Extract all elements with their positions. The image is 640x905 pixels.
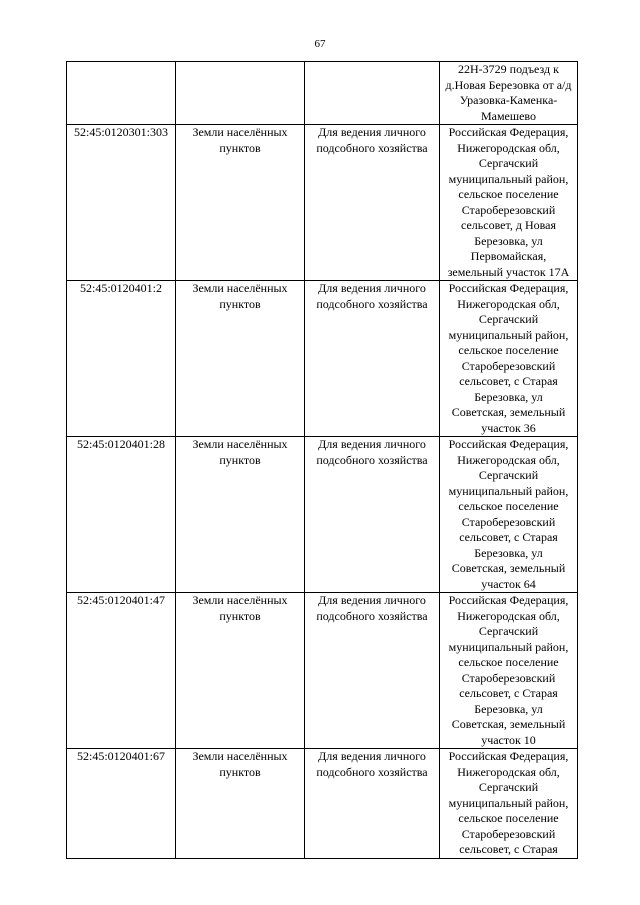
address-line: Староберезовский — [461, 826, 556, 841]
address-line: сельсовет, с Старая — [459, 374, 558, 388]
address-line: муниципальный район, — [448, 795, 569, 810]
address-line: Российская Федерация, — [448, 437, 569, 451]
address-cell — [440, 593, 578, 749]
address-line: Нижегородская обл, — [457, 140, 560, 155]
table-row — [67, 62, 578, 125]
address-line: Нижегородская обл, — [457, 608, 560, 623]
address-line: муниципальный район, — [448, 171, 569, 186]
address-line: Сергачский — [478, 156, 539, 170]
cadastral-number-cell: 52:45:0120401:2 — [67, 281, 176, 437]
address-line: участок 10 — [481, 732, 536, 747]
address-line: Сергачский — [478, 780, 539, 794]
address-line: сельское поселение — [458, 187, 559, 201]
table-row — [67, 749, 578, 859]
land-category-cell: Земли населённых пунктов — [176, 125, 305, 281]
address-line: Березовка, ул — [474, 389, 543, 404]
table-row — [67, 281, 578, 437]
address-line: сельсовет, с Старая — [459, 686, 558, 700]
address-line: участок 36 — [481, 420, 536, 435]
address-line: сельское поселение — [458, 343, 559, 357]
address-line: сельсовет, с Старая — [459, 842, 558, 856]
address-line: Березовка, ул — [474, 545, 543, 560]
address-line: сельсовет, д Новая — [461, 218, 556, 232]
address-line: Нижегородская обл, — [457, 296, 560, 311]
address-line: земельный участок 17А — [447, 264, 570, 279]
address-line: Староберезовский — [461, 358, 556, 373]
permitted-use-cell: Для ведения личного подсобного хозяйства — [305, 125, 440, 281]
table-row — [67, 437, 578, 593]
table-row — [67, 593, 578, 749]
cadastral-number-cell: 52:45:0120401:47 — [67, 593, 176, 749]
cadastral-number-cell: 52:45:0120301:303 — [67, 125, 176, 281]
address-line: Нижегородская обл, — [457, 764, 560, 779]
address-cell — [440, 437, 578, 593]
land-category-cell: Земли населённых пунктов — [176, 593, 305, 749]
address-line: Первомайская, — [470, 249, 547, 263]
cadastral-number-cell: 52:45:0120401:67 — [67, 749, 176, 859]
page-number: 67 — [314, 38, 326, 50]
address-cell — [440, 281, 578, 437]
permitted-use-cell: Для ведения личного подсобного хозяйства — [305, 281, 440, 437]
cadastral-number-cell: 52:45:0120401:28 — [67, 437, 176, 593]
address-line: муниципальный район, — [448, 639, 569, 654]
address-line: д.Новая Березовка от а/д — [445, 77, 572, 92]
address-line: Мамешево — [480, 108, 537, 123]
address-line: Сергачский — [478, 312, 539, 326]
address-line: Советская, земельный — [451, 405, 566, 419]
address-line: участок 64 — [481, 576, 536, 591]
address-line: Нижегородская обл, — [457, 452, 560, 467]
address-line: сельсовет, с Старая — [459, 530, 558, 544]
address-line: муниципальный район, — [448, 483, 569, 498]
permitted-use-cell — [305, 62, 440, 125]
address-line: сельское поселение — [458, 655, 559, 669]
address-cell — [440, 62, 578, 125]
address-line: Российская Федерация, — [448, 281, 569, 295]
address-cell — [440, 749, 578, 859]
land-category-cell: Земли населённых пунктов — [176, 437, 305, 593]
permitted-use-cell: Для ведения личного подсобного хозяйства — [305, 437, 440, 593]
address-line: Сергачский — [478, 468, 539, 482]
address-line: Березовка, ул — [474, 233, 543, 248]
table-body — [67, 62, 578, 859]
land-category-cell — [176, 62, 305, 125]
address-line: Российская Федерация, — [448, 593, 569, 607]
address-line: Сергачский — [478, 624, 539, 638]
table-row — [67, 125, 578, 281]
address-line: Российская Федерация, — [448, 125, 569, 139]
address-line: сельское поселение — [458, 811, 559, 825]
permitted-use-cell: Для ведения личного подсобного хозяйства — [305, 749, 440, 859]
address-cell — [440, 125, 578, 281]
address-line: Советская, земельный — [451, 561, 566, 575]
address-line: Староберезовский — [461, 202, 556, 217]
address-line: сельское поселение — [458, 499, 559, 513]
address-line: Советская, земельный — [451, 717, 566, 731]
land-plots-table — [66, 61, 578, 859]
address-line: Российская Федерация, — [448, 749, 569, 763]
land-category-cell: Земли населённых пунктов — [176, 281, 305, 437]
address-line: Староберезовский — [461, 514, 556, 529]
address-line: Староберезовский — [461, 670, 556, 685]
address-line: муниципальный район, — [448, 327, 569, 342]
land-category-cell: Земли населённых пунктов — [176, 749, 305, 859]
permitted-use-cell: Для ведения личного подсобного хозяйства — [305, 593, 440, 749]
address-line: Березовка, ул — [474, 701, 543, 716]
cadastral-number-cell — [67, 62, 176, 125]
address-line: Уразовка-Каменка- — [459, 93, 558, 107]
address-line: 22Н-3729 подъезд к — [458, 62, 559, 76]
